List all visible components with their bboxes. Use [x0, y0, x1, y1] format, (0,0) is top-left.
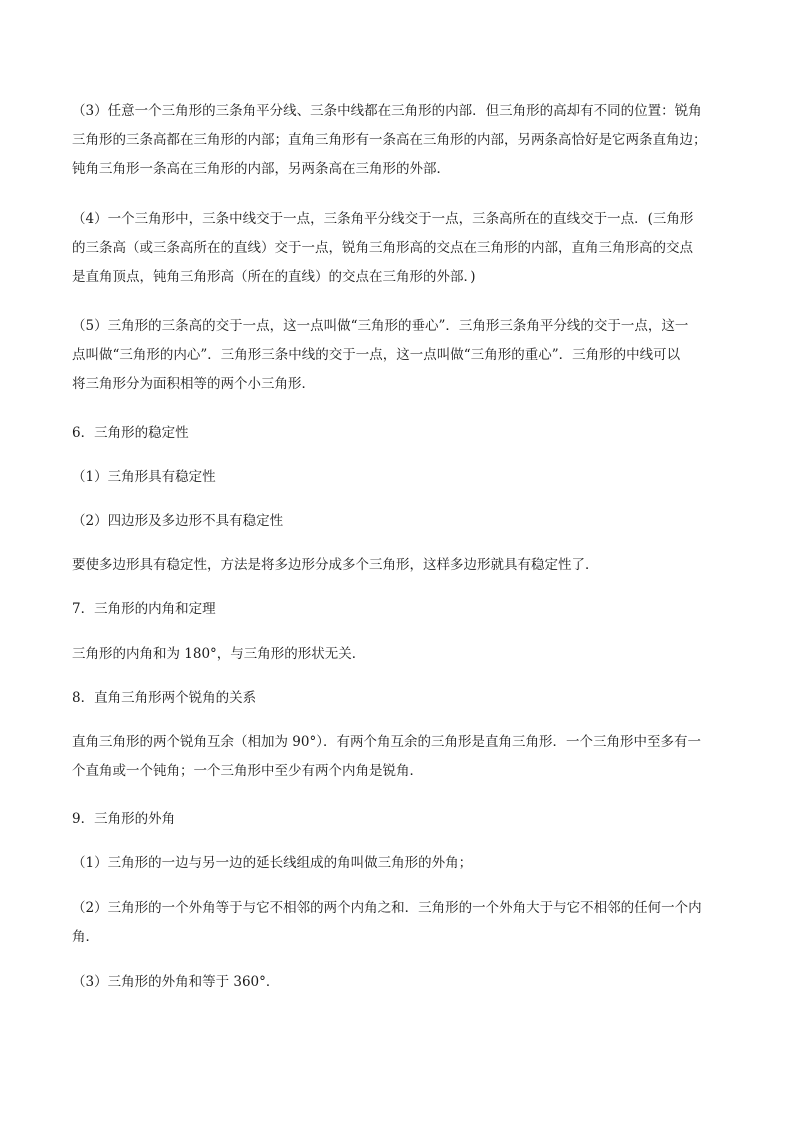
item-9-1 [72, 849, 732, 878]
text-line: （4）一个三角形中，三条中线交于一点，三条角平分线交于一点，三条高所在的直线交于一点．(三角形 [72, 211, 694, 227]
text-line: （5）三角形的三条高的交于一点，这一点叫做“三角形的垂心”．三角形三条角平分线的交于一点，这一 [72, 318, 689, 334]
section-heading: 7．三角形的内角和定理 [72, 601, 216, 617]
section-heading: 8．直角三角形两个锐角的关系 [72, 690, 257, 706]
text-line: （2）三角形的一个外角等于与它不相邻的两个内角之和．三角形的一个外角大于与它不相邻的任何一个内 [72, 900, 702, 916]
item-7-1 [72, 640, 732, 669]
text-line: 的三条高（或三条高所在的直线）交于一点，锐角三角形高的交点在三角形的内部，直角三角形高的交点 [72, 240, 693, 256]
item-6-1 [72, 463, 732, 492]
item-9-3 [72, 968, 732, 997]
section-heading: 6．三角形的稳定性 [72, 425, 189, 441]
text-line: 钝角三角形一条高在三角形的内部，另两条高在三角形的外部． [72, 161, 450, 177]
text-line: （1）三角形具有稳定性 [72, 469, 216, 485]
text-line: 直角三角形的两个锐角互余（相加为 90°）．有两个角互余的三角形是直角三角形．一个三角形中至多有一 [72, 734, 701, 750]
text-line: 三角形的内角和为 180°，与三角形的形状无关． [72, 646, 366, 662]
paragraph-5-triangle-centers [72, 312, 732, 399]
text-line: （1）三角形的一边与另一边的延长线组成的角叫做三角形的外角； [72, 855, 473, 871]
text-line: （3）三角形的外角和等于 360°． [72, 974, 280, 990]
item-6-3 [72, 551, 732, 580]
text-line: 点叫做“三角形的内心”．三角形三条中线的交于一点，这一点叫做“三角形的重心”．三角形的中线可以 [72, 347, 681, 363]
heading-8-right-triangle-acute-angles [72, 684, 732, 713]
text-line: 是直角顶点，钝角三角形高（所在的直线）的交点在三角形的外部．) [72, 269, 476, 285]
heading-7-interior-angle-sum [72, 595, 732, 624]
heading-9-exterior-angle [72, 805, 732, 834]
text-line: 要使多边形具有稳定性，方法是将多边形分成多个三角形，这样多边形就具有稳定性了． [72, 557, 599, 573]
text-line: 角． [72, 929, 99, 945]
text-line: （3）任意一个三角形的三条角平分线、三条中线都在三角形的内部．但三角形的高却有不同的位置：锐角 [72, 103, 702, 119]
item-8-1 [72, 728, 732, 786]
text-line: 将三角形分为面积相等的两个小三角形． [72, 376, 315, 392]
text-line: 个直角或一个钝角；一个三角形中至少有两个内角是锐角． [72, 763, 423, 779]
paragraph-3-altitudes-position [72, 97, 732, 184]
paragraph-4-concurrent-lines [72, 205, 732, 292]
item-6-2 [72, 507, 732, 536]
text-line: 三角形的三条高都在三角形的内部；直角三角形有一条高在三角形的内部，另两条高恰好是它两条直角边； [72, 132, 707, 148]
item-9-2 [72, 894, 732, 952]
section-heading: 9．三角形的外角 [72, 811, 176, 827]
heading-6-stability [72, 419, 732, 448]
text-line: （2）四边形及多边形不具有稳定性 [72, 513, 284, 529]
